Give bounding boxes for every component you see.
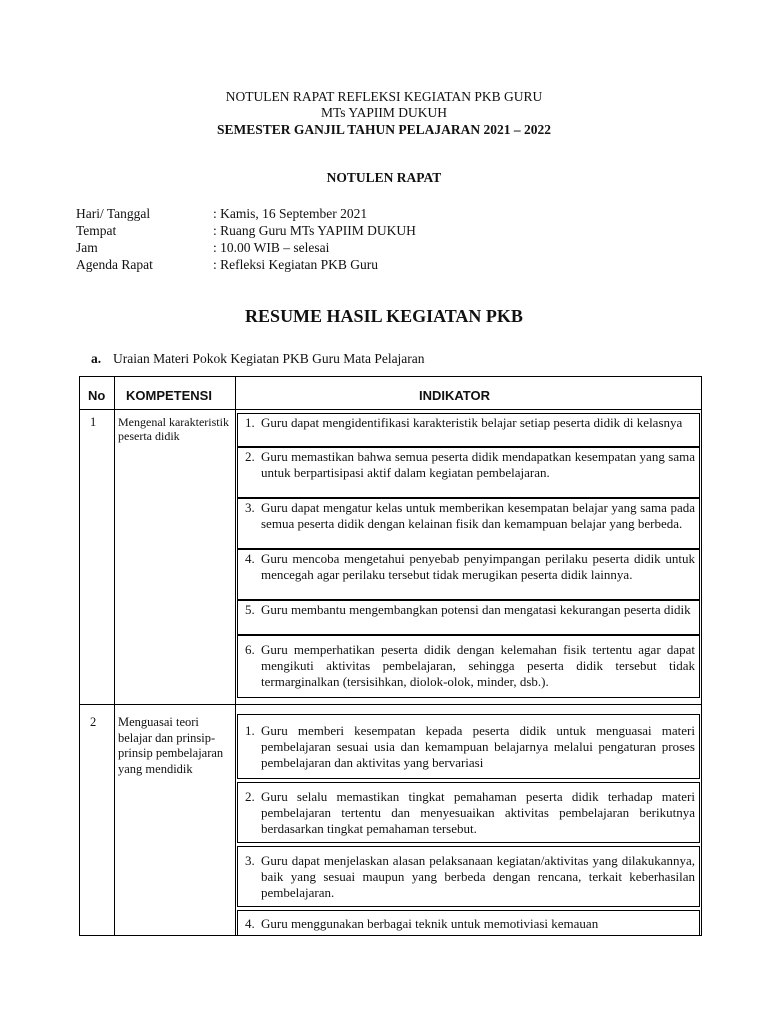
kompetensi-cell: Menguasai teori belajar dan prinsip-prinsip pembelajaran yang mendidik bbox=[118, 715, 224, 776]
indikator-item bbox=[237, 635, 700, 698]
item-number: 1. bbox=[245, 415, 255, 430]
column-divider bbox=[235, 377, 236, 935]
item-number: 4. bbox=[245, 916, 255, 931]
indikator-item bbox=[237, 910, 700, 936]
header-indikator: INDIKATOR bbox=[419, 388, 491, 403]
notulen-title: NOTULEN RAPAT bbox=[326, 170, 442, 185]
item-number: 3. bbox=[245, 853, 255, 868]
indikator-item bbox=[237, 549, 700, 600]
item-number: 4. bbox=[245, 551, 255, 566]
row-divider bbox=[80, 704, 701, 705]
header-kompetensi: KOMPETENSI bbox=[126, 388, 212, 403]
header-line-3: SEMESTER GANJIL TAHUN PELAJARAN 2021 – 2022 bbox=[216, 122, 552, 137]
indikator-table bbox=[79, 376, 702, 936]
header-divider bbox=[80, 409, 701, 410]
meta-label: Hari/ Tanggal bbox=[76, 206, 151, 221]
meta-label: Agenda Rapat bbox=[76, 257, 153, 272]
meta-value: : Kamis, 16 September 2021 bbox=[213, 206, 368, 221]
item-text: Guru memperhatikan peserta didik dengan kelemahan fisik tertentu agar dapat mengikuti aktivitas pembelajaran, sehingga peserta didik tersebut tidak termarginalkan (tersisihkan, diolok-olok, minder, dsb.). bbox=[261, 642, 695, 689]
indikator-item bbox=[237, 714, 700, 779]
header-no: No bbox=[88, 388, 106, 403]
indikator-item bbox=[237, 413, 700, 447]
meta-value: : Refleksi Kegiatan PKB Guru bbox=[213, 257, 378, 272]
column-divider bbox=[114, 377, 115, 935]
meta-value: : 10.00 WIB – selesai bbox=[213, 240, 330, 255]
indikator-item bbox=[237, 600, 700, 635]
item-number: 6. bbox=[245, 642, 255, 657]
item-number: 1. bbox=[245, 723, 255, 738]
indikator-item bbox=[237, 498, 700, 549]
row-number: 1 bbox=[90, 415, 97, 429]
indikator-item bbox=[237, 782, 700, 843]
header-line-2: MTs YAPIIM DUKUH bbox=[320, 105, 448, 120]
header-line-1: NOTULEN RAPAT REFLEKSI KEGIATAN PKB GURU bbox=[225, 89, 543, 104]
indikator-item bbox=[237, 447, 700, 498]
item-text: Guru memastikan bahwa semua peserta didik mendapatkan kesempatan yang sama untuk berpartisipasi aktif dalam kegiatan pembelajaran. bbox=[261, 449, 695, 480]
indikator-item bbox=[237, 846, 700, 907]
item-text: Guru dapat menjelaskan alasan pelaksanaan kegiatan/aktivitas yang dilakukannya, baik yang sesuai maupun yang berbeda dengan rencana, terkait keberhasilan pembelajaran. bbox=[261, 853, 695, 900]
item-text: Guru selalu memastikan tingkat pemahaman peserta didik terhadap materi pembelajaran tertentu dan menyesuaikan aktivitas pembelajaran berikutnya berdasarkan tingkat pemahaman tersebut. bbox=[261, 789, 695, 836]
item-number: 2. bbox=[245, 449, 255, 464]
section-letter: a. bbox=[91, 351, 102, 366]
kompetensi-cell: Mengenal karakteristik peserta didik bbox=[118, 415, 229, 443]
item-text: Guru mencoba mengetahui penyebab penyimpangan perilaku peserta didik untuk mencegah agar perilaku tersebut tidak merugikan peserta didik lainnya. bbox=[261, 551, 695, 582]
item-text: Guru membantu mengembangkan potensi dan mengatasi kekurangan peserta didik bbox=[261, 602, 691, 617]
meta-value: : Ruang Guru MTs YAPIIM DUKUH bbox=[213, 223, 416, 238]
item-number: 3. bbox=[245, 500, 255, 515]
section-a-heading bbox=[91, 351, 425, 367]
item-text: Guru dapat mengidentifikasi karakteristik belajar setiap peserta didik di kelasnya bbox=[261, 415, 683, 430]
meta-label: Jam bbox=[76, 240, 98, 255]
item-text: Guru menggunakan berbagai teknik untuk memotiviasi kemauan bbox=[261, 916, 599, 931]
resume-title: RESUME HASIL KEGIATAN PKB bbox=[245, 306, 523, 326]
item-text: Guru memberi kesempatan kepada peserta didik untuk menguasai materi pembelajaran sesuai usia dan kemampuan belajarnya melalui pengaturan proses pembelajaran dan aktivitas yang bervariasi bbox=[261, 723, 695, 770]
row-number: 2 bbox=[90, 715, 97, 729]
item-number: 5. bbox=[245, 602, 255, 617]
section-text: Uraian Materi Pokok Kegiatan PKB Guru Mata Pelajaran bbox=[113, 351, 425, 366]
item-text: Guru dapat mengatur kelas untuk memberikan kesempatan belajar yang sama pada semua peserta didik dengan kelainan fisik dan kemampuan belajar yang berbeda. bbox=[261, 500, 695, 531]
meta-label: Tempat bbox=[76, 223, 117, 238]
item-number: 2. bbox=[245, 789, 255, 804]
